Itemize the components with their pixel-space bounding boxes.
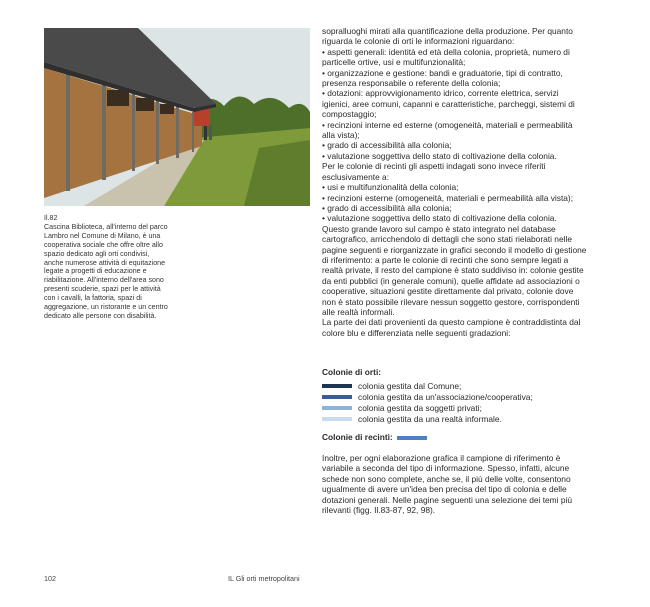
- body-line: • organizzazione e gestione: bandi e graduatorie, tipi di contratto,: [322, 67, 563, 78]
- legend-swatch: [322, 395, 352, 399]
- body-line: colore blu e differenziata nelle seguenti gradazioni:: [322, 327, 511, 338]
- body-line: riguarda le colonie di orti le informazioni riguardano:: [322, 36, 515, 47]
- closing-paragraph: [322, 453, 600, 515]
- running-title: IL Gli orti metropolitani: [228, 574, 300, 583]
- body-line: • recinzioni interne ed esterne (omogeneità, materiali e permeabilità: [322, 119, 573, 130]
- body-line: Per le colonie di recinti gli aspetti indagati sono invece riferiti: [322, 161, 546, 172]
- body-line: da enti pubblici (in generale comuni), quelle affidate ad associazioni o: [322, 275, 580, 286]
- body-line: • valutazione soggettiva dello stato di coltivazione della colonia.: [322, 150, 557, 161]
- body-line: particelle ortive, usi e multifunzionalità;: [322, 57, 466, 68]
- legend-item-informale: [322, 413, 602, 424]
- legend-label: colonia gestita dal Comune;: [358, 380, 462, 391]
- recinti-legend: [322, 432, 602, 443]
- legend-label: colonia gestita da soggetti privati;: [358, 402, 482, 413]
- body-text: [322, 26, 600, 338]
- figure-caption: [44, 214, 170, 321]
- body-line: Questo grande lavoro sul campo è stato integrato nel database: [322, 223, 556, 234]
- body-line: compostaggio;: [322, 109, 377, 120]
- body-line: realtà private, il resto del campione è stato suddiviso in: colonie gestite: [322, 265, 584, 276]
- body-line: pagine seguenti e riorganizzate in grafici secondo il modello di gestione: [322, 244, 587, 255]
- body-line: • aspetti generali: identità ed età della colonia, proprietà, numero di: [322, 46, 570, 57]
- legend-item-comune: [322, 380, 602, 391]
- body-line: di riferimento: a parte le colonie di recinti che sono sempre legati a: [322, 254, 569, 265]
- orti-legend: [322, 367, 602, 424]
- legend-swatch: [322, 406, 352, 410]
- body-line: presenza responsabile o referente della colonia;: [322, 78, 501, 89]
- body-line: • recinzioni esterne (omogeneità, materiali e permeabilità alla vista);: [322, 192, 574, 203]
- closing-line: schede non sono complete, anche se, il più delle volte, consentono: [322, 473, 571, 484]
- figure-id: Il.82: [44, 214, 58, 222]
- body-line: • grado di accessibilità alla colonia;: [322, 140, 452, 151]
- legend-label: colonia gestita da un'associazione/cooperativa;: [358, 391, 533, 402]
- body-line: alle realtà informali.: [322, 306, 395, 317]
- body-line: cartografico, arricchendolo di dettagli che sono stati rielaborati nelle: [322, 234, 572, 245]
- closing-line: ugualmente di avere un'idea ben precisa del tipo di colonia e delle: [322, 484, 567, 495]
- legend-item-privati: [322, 402, 602, 413]
- recinti-swatch: [397, 436, 427, 440]
- closing-line: variabile a seconda del tipo di informazione. Spesso, infatti, alcune: [322, 463, 570, 474]
- legend-label: colonia gestita da una realtà informale.: [358, 413, 502, 424]
- body-line: alla vista);: [322, 130, 360, 141]
- body-line: sopralluoghi mirati alla quantificazione della produzione. Per quanto: [322, 26, 573, 36]
- body-line: La parte dei dati provenienti da questo campione è contraddistinta dal: [322, 317, 581, 328]
- legend-swatch: [322, 417, 352, 421]
- orti-legend-title: Colonie di orti:: [322, 367, 382, 377]
- recinti-legend-title: Colonie di recinti:: [322, 432, 393, 442]
- body-line: igienici, aree comuni, capanni e caratteristiche, parcheggi, sistemi di: [322, 98, 575, 109]
- body-line: cooperative, situazioni gestite direttamente dal privato, colonie dove: [322, 286, 574, 297]
- closing-line: rilevanti (figg. Il.83-87, 92, 98).: [322, 505, 436, 516]
- caption-text: Cascina Biblioteca, all'interno del parco Lambro nel Comune di Milano, è una cooperativa sociale che offre oltre allo spazio dedicato agli orti condivisi, anche numerose attività di equitazione legate a progetti di educazione e riabilitazione. All'interno dell'area sono presenti scuderie, spazi per le attività con i cavalli, la fattoria, spazi di aggregazione, un ristorante e un centro dedicato alle persone con disabilità.: [44, 222, 168, 320]
- page-number: 102: [44, 574, 56, 583]
- body-line: non è stato possibile rilevare nessun soggetto gestore, corrispondenti: [322, 296, 580, 307]
- body-line: esclusivamente a:: [322, 171, 390, 182]
- stable-photo: [44, 28, 310, 206]
- body-line: • valutazione soggettiva dello stato di coltivazione della colonia.: [322, 213, 557, 224]
- body-line: • dotazioni: approvvigionamento idrico, corrente elettrica, servizi: [322, 88, 559, 99]
- legend-item-associazione: [322, 391, 602, 402]
- body-line: • grado di accessibilità alla colonia;: [322, 202, 452, 213]
- legend-swatch: [322, 384, 352, 388]
- body-line: • usi e multifunzionalità della colonia;: [322, 182, 459, 193]
- closing-line: Inoltre, per ogni elaborazione grafica il campione di riferimento è: [322, 453, 561, 463]
- closing-line: dotazioni generali. Nelle pagine seguenti una selezione dei temi più: [322, 494, 573, 505]
